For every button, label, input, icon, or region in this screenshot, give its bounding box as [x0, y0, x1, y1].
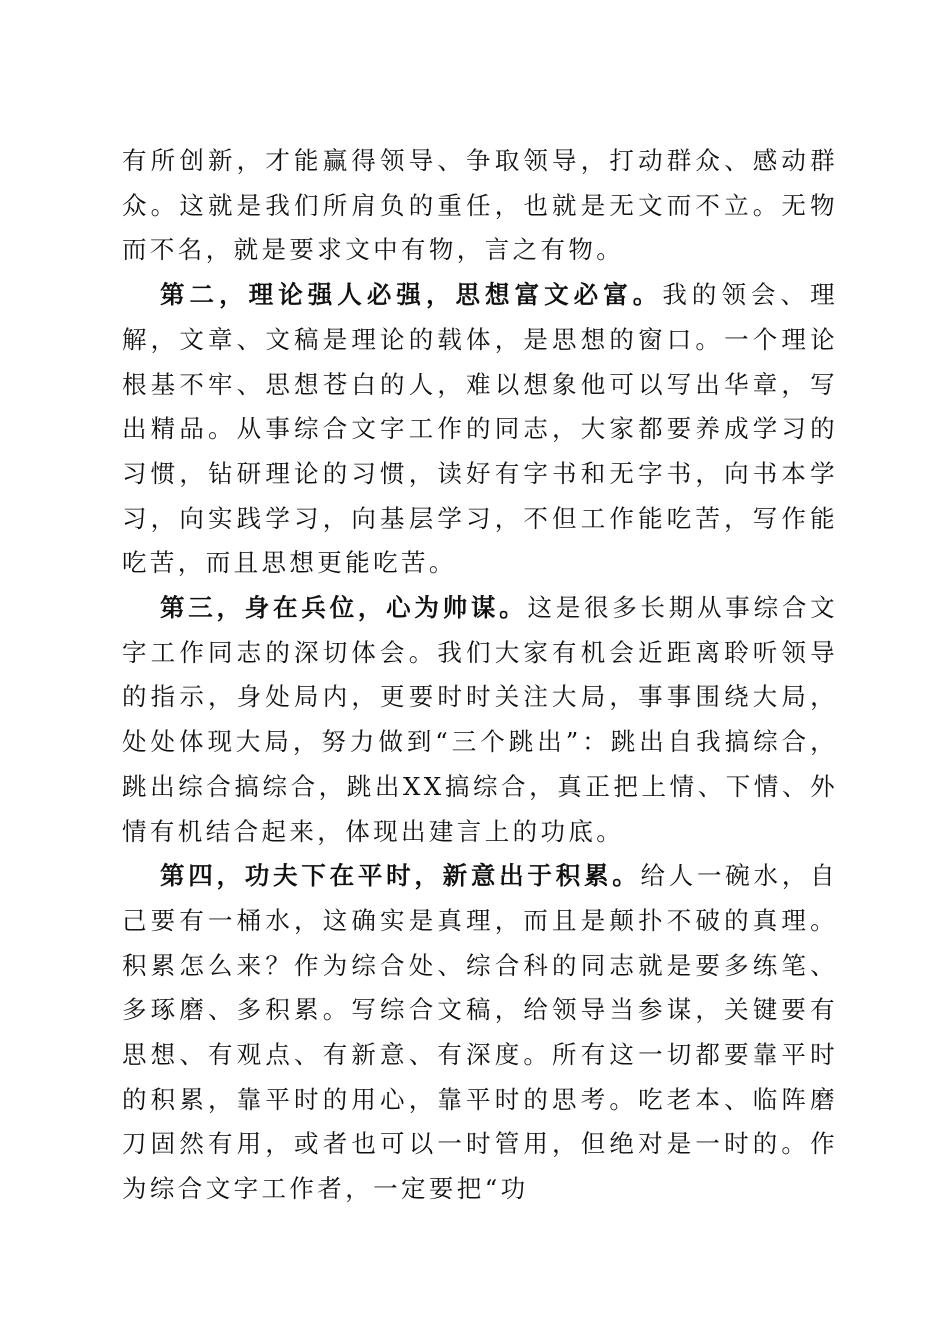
paragraph-heading: 第四，功夫下在平时，新意出于积累。 [160, 861, 641, 891]
paragraph-second-point [122, 273, 838, 586]
paragraph-third-point [122, 586, 838, 854]
paragraph-continuation [122, 139, 838, 273]
paragraph-heading: 第二，理论强人必强，思想富文必富。 [160, 280, 663, 310]
paragraph-fourth-point [122, 854, 838, 1212]
paragraph-text: 有所创新，才能赢得领导、争取领导，打动群众、感动群众。这就是我们所肩负的重任，也就是无文而不立。无物而不名，就是要求文中有物，言之有物。 [122, 146, 838, 265]
paragraph-text: 给人一碗水，自己要有一桶水，这确实是真理，而且是颠扑不破的真理。积累怎么来？作为综合处、综合科的同志就是要多练笔、多琢磨、多积累。写综合文稿，给领导当参谋，关键要有思想、有观点、有新意、有深度。所有这一切都要靠平时的积累，靠平时的用心，靠平时的思考。吃老本、临阵磨刀固然有用，或者也可以一时管用，但绝对是一时的。作为综合文字工作者，一定要把“功 [122, 861, 838, 1204]
document-body [122, 139, 838, 1212]
paragraph-heading: 第三，身在兵位，心为帅谋。 [160, 593, 528, 623]
paragraph-text: 这是很多长期从事综合文字工作同志的深切体会。我们大家有机会近距离聆听领导的指示，身处局内，更要时时关注大局，事事围绕大局，处处体现大局，努力做到“三个跳出”：跳出自我搞综合，跳出综合搞综合，跳出XX搞综合，真正把上情、下情、外情有机结合起来，体现出建言上的功底。 [122, 593, 838, 846]
paragraph-text: 我的领会、理解，文章、文稿是理论的载体，是思想的窗口。一个理论根基不牢、思想苍白的人，难以想象他可以写出华章，写出精品。从事综合文字工作的同志，大家都要养成学习的习惯，钻研理论的习惯，读好有字书和无字书，向书本学习，向实践学习，向基层学习，不但工作能吃苦，写作能吃苦，而且思想更能吃苦。 [122, 280, 838, 578]
